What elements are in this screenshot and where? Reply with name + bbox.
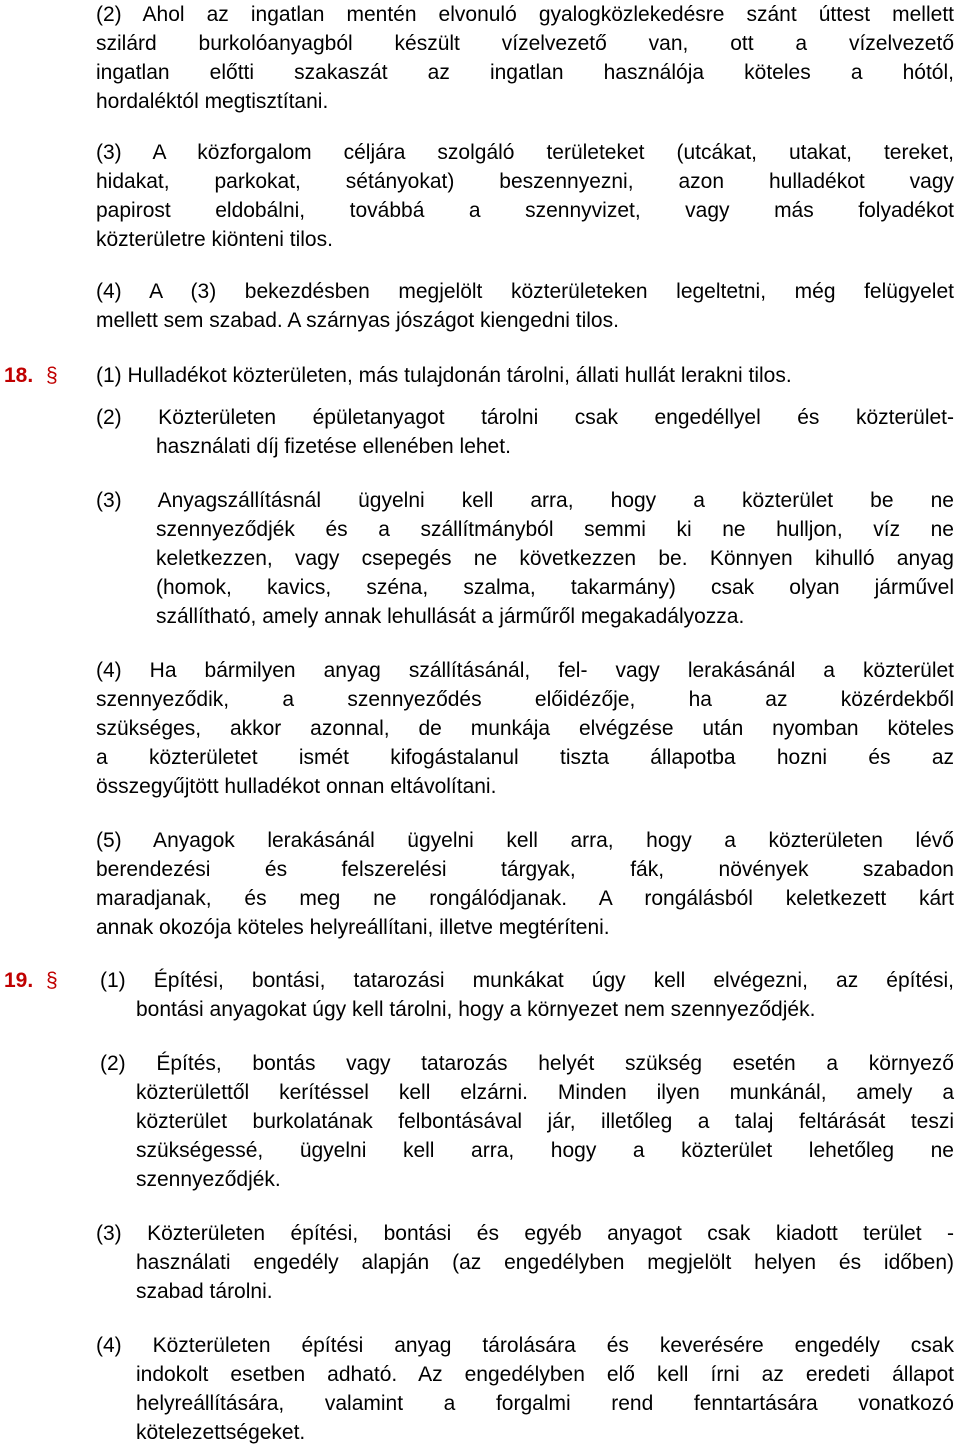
paragraph-line: (2) Ahol az ingatlan mentén elvonuló gyalogközlekedésre szánt úttest mellett bbox=[96, 3, 954, 26]
section-sign-18: § bbox=[46, 364, 58, 387]
paragraph-line: szennyeződjék. bbox=[136, 1168, 281, 1191]
paragraph-line: összegyűjtött hulladékot onnan eltávolítani. bbox=[96, 775, 497, 798]
paragraph-line: annak okozója köteles helyreállítani, illetve megtéríteni. bbox=[96, 916, 610, 939]
paragraph-17-2 bbox=[96, 0, 954, 116]
paragraph-line: (4) Ha bármilyen anyag szállításánál, fel- vagy lerakásánál a közterület bbox=[96, 659, 954, 682]
paragraph-19-2 bbox=[100, 1049, 954, 1194]
paragraph-19-3 bbox=[96, 1219, 954, 1306]
paragraph-line: (4) A (3) bekezdésben megjelölt közterületeken legeltetni, még felügyelet bbox=[96, 280, 954, 303]
paragraph-line: szükségessé, ügyelni kell arra, hogy a közterület lehetőleg ne bbox=[136, 1139, 954, 1162]
paragraph-line: mellett sem szabad. A szárnyas jószágot kiengedni tilos. bbox=[96, 309, 619, 332]
paragraph-18-4 bbox=[96, 656, 954, 801]
paragraph-19-1 bbox=[100, 966, 954, 1024]
paragraph-line: szennyeződik, a szennyeződés előidézője, ha az közérdekből bbox=[96, 688, 954, 711]
paragraph-line: szabad tárolni. bbox=[136, 1280, 273, 1303]
paragraph-line: hidakat, parkokat, sétányokat) beszennyezni, azon hulladékot vagy bbox=[96, 170, 954, 193]
paragraph-line: (2) Építés, bontás vagy tatarozás helyét szükség esetén a környező bbox=[100, 1052, 954, 1075]
paragraph-line: indokolt esetben adható. Az engedélyben elő kell írni az eredeti állapot bbox=[136, 1363, 954, 1386]
paragraph-line: ingatlan előtti szakaszát az ingatlan használója köteles a hótól, bbox=[96, 61, 954, 84]
paragraph-line: hordaléktól megtisztítani. bbox=[96, 90, 329, 113]
paragraph-line: helyreállítására, valamint a forgalmi rend fenntartására vonatkozó bbox=[136, 1392, 954, 1415]
paragraph-line: kötelezettségeket. bbox=[136, 1421, 306, 1444]
paragraph-line: szükséges, akkor azonnal, de munkája elvégzése után nyomban köteles bbox=[96, 717, 954, 740]
paragraph-19-4 bbox=[96, 1331, 954, 1447]
paragraph-line: szennyeződjék és a szállítmányból semmi ki ne hulljon, víz ne bbox=[156, 518, 954, 541]
paragraph-line: (3) Anyagszállításnál ügyelni kell arra, hogy a közterület be ne bbox=[96, 489, 954, 512]
paragraph-line: szállítható, amely annak lehullását a járműről megakadályozza. bbox=[156, 605, 745, 628]
section-number-18: 18. bbox=[4, 364, 34, 387]
paragraph-line: (3) Közterületen építési, bontási és egyéb anyagot csak kiadott terület - bbox=[96, 1222, 954, 1245]
paragraph-18-2 bbox=[96, 403, 954, 461]
paragraph-line: használati díj fizetése ellenében lehet. bbox=[156, 435, 511, 458]
paragraph-line: közterületre kiönteni tilos. bbox=[96, 228, 333, 251]
paragraph-line: (3) A közforgalom céljára szolgáló területeket (utcákat, utakat, tereket, bbox=[96, 141, 954, 164]
paragraph-line: használati engedély alapján (az engedélyben megjelölt helyen és időben) bbox=[136, 1251, 954, 1274]
section-number-19: 19. bbox=[4, 969, 34, 992]
paragraph-line: (1) Építési, bontási, tatarozási munkákat úgy kell elvégezni, az építési, bbox=[100, 969, 954, 992]
paragraph-line: keletkezzen, vagy csepegés ne következzen be. Könnyen kihulló anyag bbox=[156, 547, 954, 570]
paragraph-line: közterülettől kerítéssel kell elzárni. Minden ilyen munkánál, amely a bbox=[136, 1081, 954, 1104]
paragraph-17-3 bbox=[96, 138, 954, 254]
paragraph-line: a közterületet ismét kifogástalanul tiszta állapotba hozni és az bbox=[96, 746, 954, 769]
paragraph-line: (1) Hulladékot közterületen, más tulajdonán tárolni, állati hullát lerakni tilos. bbox=[96, 364, 792, 387]
paragraph-line: (homok, kavics, széna, szalma, takarmány) csak olyan járművel bbox=[156, 576, 954, 599]
paragraph-18-1 bbox=[96, 361, 954, 390]
paragraph-line: (2) Közterületen épületanyagot tárolni csak engedéllyel és közterület- bbox=[96, 406, 954, 429]
paragraph-18-3 bbox=[96, 486, 954, 631]
paragraph-line: közterület burkolatának felbontásával jár, illetőleg a talaj feltárását teszi bbox=[136, 1110, 954, 1133]
paragraph-line: (5) Anyagok lerakásánál ügyelni kell arra, hogy a közterületen lévő bbox=[96, 829, 954, 852]
paragraph-line: szilárd burkolóanyagból készült vízelvezető van, ott a vízelvezető bbox=[96, 32, 954, 55]
paragraph-17-4 bbox=[96, 277, 954, 335]
paragraph-line: papirost eldobálni, továbbá a szennyvizet, vagy más folyadékot bbox=[96, 199, 954, 222]
section-sign-19: § bbox=[46, 969, 58, 992]
paragraph-line: bontási anyagokat úgy kell tárolni, hogy a környezet nem szennyeződjék. bbox=[136, 998, 816, 1021]
paragraph-line: maradjanak, és meg ne rongálódjanak. A rongálásból keletkezett kárt bbox=[96, 887, 954, 910]
paragraph-line: (4) Közterületen építési anyag tárolására és keverésére engedély csak bbox=[96, 1334, 954, 1357]
paragraph-18-5 bbox=[96, 826, 954, 942]
paragraph-line: berendezési és felszerelési tárgyak, fák, növények szabadon bbox=[96, 858, 954, 881]
